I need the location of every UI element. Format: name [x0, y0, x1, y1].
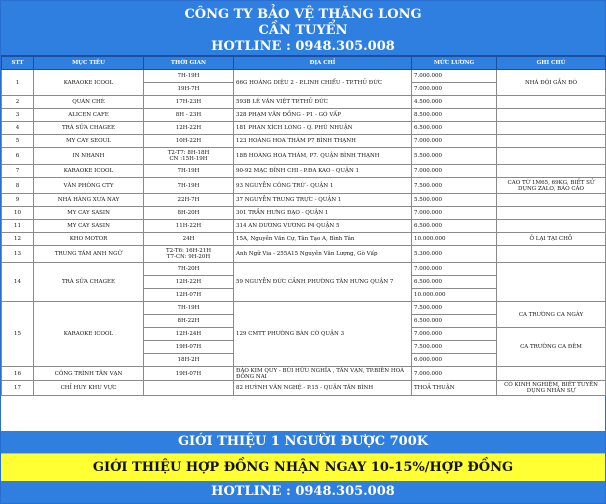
table-cell: 59 NGUYỄN ĐỨC CẢNH PHƯỜNG TÂN HƯNG QUẬN 7	[234, 263, 412, 302]
table-cell: KHO MOTOR	[34, 233, 144, 246]
table-cell: 6.500.000	[412, 276, 497, 289]
job-table	[1, 56, 606, 396]
table-cell: 7.000.000	[412, 263, 497, 276]
table-cell	[497, 263, 606, 302]
table-cell: 9	[2, 194, 34, 207]
table-cell	[144, 381, 234, 396]
table-row	[2, 122, 606, 135]
table-cell: VĂN PHÒNG CTY	[34, 178, 144, 194]
table-cell: 7.000.000	[412, 83, 497, 96]
table-row	[2, 220, 606, 233]
table-row	[2, 178, 606, 194]
table-cell: 10H-22H	[144, 135, 234, 148]
table-cell: 6	[2, 148, 34, 165]
table-cell: ALICEN CAFE	[34, 109, 144, 122]
table-cell: KARAOKE ICOOL	[34, 165, 144, 178]
table-cell: 93 NGUYỄN CÔNG TRỨ - QUẬN 1	[234, 178, 412, 194]
table-cell: 7.000.000	[412, 135, 497, 148]
table-cell: Anh Ngữ Via - 255A15 Nguyễn Văn Lượng, Gò Vấp	[234, 246, 412, 263]
table-cell: 1	[2, 70, 34, 96]
table-cell: 10.000.000	[412, 233, 497, 246]
table-row	[2, 148, 606, 165]
table-cell: 19H-7H	[144, 83, 234, 96]
table-cell: 16	[2, 367, 34, 381]
table-cell: CÔNG TRÌNH TÂN VẠN	[34, 367, 144, 381]
contract-banner: GIỚI THIỆU HỢP ĐỒNG NHẬN NGAY 10-15%/HỢP ĐỒNG	[1, 453, 605, 482]
table-cell: 17	[2, 381, 34, 396]
table-cell: NHÀ HÀNG XƯA NAY	[34, 194, 144, 207]
table-cell	[497, 194, 606, 207]
table-row	[2, 302, 606, 315]
table-row	[2, 233, 606, 246]
table-cell: 5.500.000	[412, 148, 497, 165]
table-cell: 14	[2, 263, 34, 302]
table-cell: 90-92 MẠC ĐĨNH CHI - P.ĐA KAO - QUẬN 1	[234, 165, 412, 178]
table-row	[2, 246, 606, 263]
table-cell: 19H-07H	[144, 341, 234, 354]
table-cell: KARAOKE ICOOL	[34, 302, 144, 367]
footer-hotline: HOTLINE : 0948.305.008	[1, 481, 605, 503]
table-cell: 6.000.000	[412, 354, 497, 367]
table-cell: 24H	[144, 233, 234, 246]
table-cell	[497, 96, 606, 109]
poster-header	[1, 1, 605, 56]
table-cell: T2-T6: 16H-21H T7-CN: 9H-20H	[144, 246, 234, 263]
table-row	[2, 194, 606, 207]
table-cell: 7H-19H	[144, 302, 234, 315]
table-cell: THOẢ THUẬN	[412, 381, 497, 396]
table-cell: 12	[2, 233, 34, 246]
table-cell	[497, 109, 606, 122]
table-cell: 6.500.000	[412, 122, 497, 135]
col-header-stt: STT	[2, 57, 34, 70]
table-cell: 13	[2, 246, 34, 263]
table-cell: 4	[2, 122, 34, 135]
table-cell: MY CAY SEOUL	[34, 135, 144, 148]
table-cell: 19H-07H	[144, 367, 234, 381]
table-cell: 4.500.000	[412, 96, 497, 109]
table-row	[2, 263, 606, 276]
table-row	[2, 381, 606, 396]
table-row	[2, 96, 606, 109]
table-row	[2, 367, 606, 381]
table-cell: CAO TỪ 1M65, 69KG, BIẾT SỬ DỤNG ZALO, BÁO CÁO	[497, 178, 606, 194]
table-cell: MY CAY SASIN	[34, 220, 144, 233]
table-cell: 7.500.000	[412, 302, 497, 315]
table-row	[2, 207, 606, 220]
table-row	[2, 70, 606, 83]
table-cell: Ở LẠI TẠI CHỖ	[497, 233, 606, 246]
table-cell: TRÀ SỮA CHAGEE	[34, 263, 144, 302]
table-cell: 7.500.000	[412, 341, 497, 354]
table-cell	[497, 165, 606, 178]
table-cell: 5.500.000	[412, 194, 497, 207]
table-cell: 8	[2, 178, 34, 194]
table-cell: 37 NGUYỄN TRUNG TRỰC - QUẬN 1	[234, 194, 412, 207]
col-header-target: MỤC TIÊU	[34, 57, 144, 70]
hiring-subtitle: CẦN TUYỂN	[258, 23, 348, 38]
col-header-salary: MỨC LƯƠNG	[412, 57, 497, 70]
table-cell: 15	[2, 302, 34, 367]
table-cell: KARAOKE ICOOL	[34, 70, 144, 96]
table-cell: TRÀ SỮA CHAGEE	[34, 122, 144, 135]
table-cell: 2	[2, 96, 34, 109]
table-cell: CHỈ HUY KHU VỰC	[34, 381, 144, 396]
table-cell: MY CAY SASIN	[34, 207, 144, 220]
table-cell: 3	[2, 109, 34, 122]
table-cell: TRUNG TÂM ANH NGỮ	[34, 246, 144, 263]
table-cell: 8.500.000	[412, 109, 497, 122]
company-name: CÔNG TY BẢO VỆ THĂNG LONG	[184, 7, 422, 22]
table-cell	[497, 148, 606, 165]
col-header-time: THỜI GIAN	[144, 57, 234, 70]
col-header-address: ĐỊA CHỈ	[234, 57, 412, 70]
table-row	[2, 135, 606, 148]
table-cell: 12H-22H	[144, 276, 234, 289]
table-cell: 8H - 23H	[144, 109, 234, 122]
table-cell: QUÁN CHÈ	[34, 96, 144, 109]
table-cell: 7.000.000	[412, 207, 497, 220]
table-cell	[497, 367, 606, 381]
table-cell: T2-T7: 8H-18H CN :15H-19H	[144, 148, 234, 165]
table-cell: 328 PHẠM VĂN ĐỒNG - P1 - GÒ VẤP	[234, 109, 412, 122]
table-header-row	[2, 57, 606, 70]
table-cell: CA TRƯỜNG CA NGÀY	[497, 302, 606, 328]
table-cell: 6.500.000	[412, 315, 497, 328]
table-cell: 10	[2, 207, 34, 220]
header-hotline: HOTLINE : 0948.305.008	[211, 39, 395, 54]
table-cell	[497, 135, 606, 148]
table-cell: 11H-22H	[144, 220, 234, 233]
table-cell: 7.500.000	[412, 178, 497, 194]
table-cell: IN NHANH	[34, 148, 144, 165]
table-cell: 66G HOÀNG DIỆU 2 - P.LINH CHIỂU - TP.THỦ ĐỨC	[234, 70, 412, 96]
table-cell: 15A, Nguyễn Văn Cự, Tân Tạo A, Bình Tân	[234, 233, 412, 246]
table-cell: 7	[2, 165, 34, 178]
table-cell: 7H-19H	[144, 165, 234, 178]
table-cell: 7.000.000	[412, 70, 497, 83]
table-cell: 123 HOÀNG HOA THÁM P7 BÌNH THẠNH	[234, 135, 412, 148]
table-cell: 12H-24H	[144, 328, 234, 341]
table-cell: 18H-2H	[144, 354, 234, 367]
table-cell: 301 TRẦN HƯNG ĐẠO - QUẬN 1	[234, 207, 412, 220]
table-cell: 7.000.000	[412, 367, 497, 381]
table-cell: 12H-22H	[144, 122, 234, 135]
col-header-note: GHI CHÚ	[497, 57, 606, 70]
table-cell: 129 CMTT PHƯỜNG BÀN CỜ QUẬN 3	[234, 302, 412, 367]
table-cell: 181 PHAN XÍCH LONG - Q. PHÚ NHUẬN	[234, 122, 412, 135]
table-cell: CA TRƯỜNG CA ĐÊM	[497, 328, 606, 367]
table-cell: 22H-7H	[144, 194, 234, 207]
table-cell	[497, 207, 606, 220]
table-cell: 6.500.000	[412, 220, 497, 233]
table-cell: 8H-22H	[144, 315, 234, 328]
table-cell: CÓ KINH NGHIỆM, BIẾT TUYỂN DỤNG NHÂN SỰ	[497, 381, 606, 396]
table-cell: 18B HOÀNG HOA THÁM, P7. QUẬN BÌNH THẠNH	[234, 148, 412, 165]
table-cell: 7H-19H	[144, 178, 234, 194]
table-cell: ĐẢO KIM QUY - BÙI HỮU NGHĨA , TÂN VẠN, TP.BIÊN HOÀ ĐỒNG NAI	[234, 367, 412, 381]
table-cell: 17H-23H	[144, 96, 234, 109]
table-cell	[497, 220, 606, 233]
table-cell: 8H-20H	[144, 207, 234, 220]
table-cell: NHÀ ĐỘI GẦN ĐÓ	[497, 70, 606, 96]
table-cell	[497, 246, 606, 263]
table-row	[2, 109, 606, 122]
table-cell: 314 AN DƯƠNG VƯƠNG P4 QUẬN 5	[234, 220, 412, 233]
table-cell: 7.000.000	[412, 165, 497, 178]
job-table-body	[2, 70, 606, 396]
table-cell: 7.000.000	[412, 328, 497, 341]
table-cell	[497, 122, 606, 135]
table-cell: 7H-20H	[144, 263, 234, 276]
table-row	[2, 165, 606, 178]
table-cell: 5.300.000	[412, 246, 497, 263]
table-cell: 5	[2, 135, 34, 148]
table-cell: 10.000.000	[412, 289, 497, 302]
table-cell: 11	[2, 220, 34, 233]
referral-banner: GIỚI THIỆU 1 NGƯỜI ĐƯỢC 700K	[1, 431, 605, 453]
table-cell: 82 HUỲNH VĂN NGHỆ - P.15 - QUẬN TÂN BÌNH	[234, 381, 412, 396]
table-cell: 12H-07H	[144, 289, 234, 302]
table-cell: 593B LÊ VĂN VIỆT TP.THỦ ĐỨC	[234, 96, 412, 109]
table-cell: 7H-19H	[144, 70, 234, 83]
